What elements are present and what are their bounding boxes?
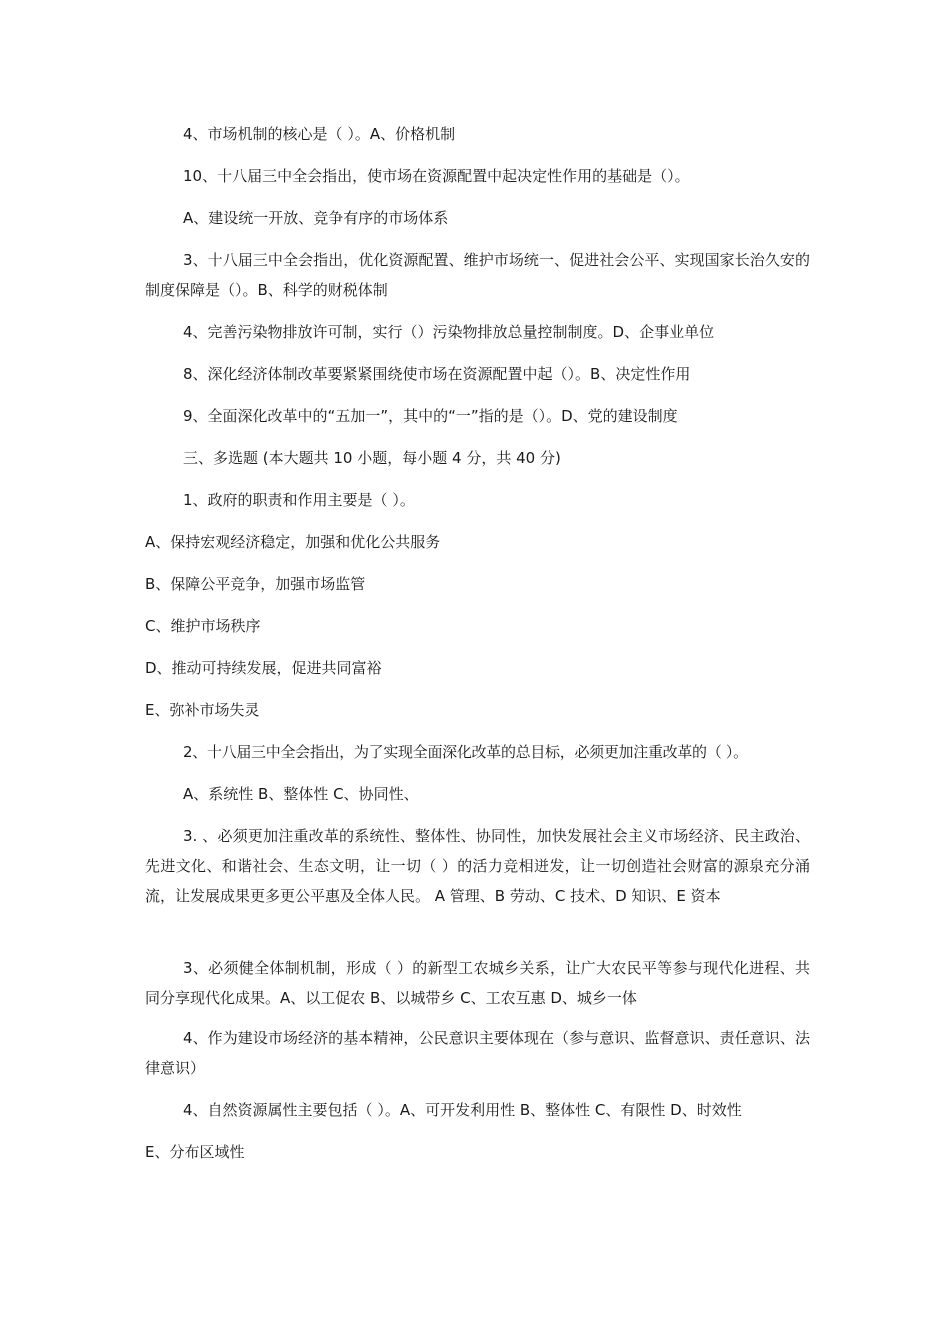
option-line: D、推动可持续发展，促进共同富裕 bbox=[145, 659, 382, 677]
question-paragraph: 4、作为建设市场经济的基本精神，公民意识主要体现在（参与意识、监督意识、责任意识、法律意识） bbox=[145, 1029, 810, 1077]
option-line: E、分布区域性 bbox=[145, 1143, 245, 1161]
option-line: B、保障公平竞争，加强市场监管 bbox=[145, 575, 366, 593]
question-line: 4、完善污染物排放许可制，实行（）污染物排放总量控制制度。D、企事业单位 bbox=[183, 323, 715, 341]
question-paragraph: 3. 、必须更加注重改革的系统性、整体性、协同性，加快发展社会主义市场经济、民主政治、先进文化、和谐社会、生态文明，让一切（ ）的活力竞相迸发，让一切创造社会财富的源泉充分涌流，让发展成果更多更公平惠及全体人民。 A 管理、B 劳动、C 技术、D 知识、E 资本 bbox=[145, 827, 810, 905]
question-line: 4、市场机制的核心是（ ）。A、价格机制 bbox=[183, 125, 456, 143]
question-line: 2、十八届三中全会指出，为了实现全面深化改革的总目标，必须更加注重改革的（ ）。 bbox=[183, 743, 748, 761]
answer-line: A、系统性 B、整体性 C、协同性、 bbox=[183, 785, 419, 803]
question-paragraph: 3、十八届三中全会指出，优化资源配置、维护市场统一、促进社会公平、实现国家长治久安的制度保障是（）。B、科学的财税体制 bbox=[145, 251, 810, 299]
question-line: 4、自然资源属性主要包括（ ）。A、可开发利用性 B、整体性 C、有限性 D、时效性 bbox=[183, 1101, 742, 1119]
option-line: A、保持宏观经济稳定，加强和优化公共服务 bbox=[145, 533, 441, 551]
option-line: C、维护市场秩序 bbox=[145, 617, 261, 635]
answer-line: A、建设统一开放、竞争有序的市场体系 bbox=[183, 209, 449, 227]
question-line: 8、深化经济体制改革要紧紧围绕使市场在资源配置中起（）。B、决定性作用 bbox=[183, 365, 691, 383]
question-line: 10、十八届三中全会指出，使市场在资源配置中起决定性作用的基础是（）。 bbox=[183, 167, 690, 185]
question-line: 1、政府的职责和作用主要是（ ）。 bbox=[183, 491, 415, 509]
option-line: E、弥补市场失灵 bbox=[145, 701, 260, 719]
section-heading: 三、多选题 (本大题共 10 小题，每小题 4 分，共 40 分) bbox=[183, 449, 561, 467]
question-paragraph: 3、必须健全体制机制，形成（ ）的新型工农城乡关系，让广大农民平等参与现代化进程、共同分享现代化成果。A、以工促农 B、以城带乡 C、工农互惠 D、城乡一体 bbox=[145, 959, 810, 1007]
question-line: 9、全面深化改革中的“五加一”，其中的“一”指的是（）。D、党的建设制度 bbox=[183, 407, 678, 425]
